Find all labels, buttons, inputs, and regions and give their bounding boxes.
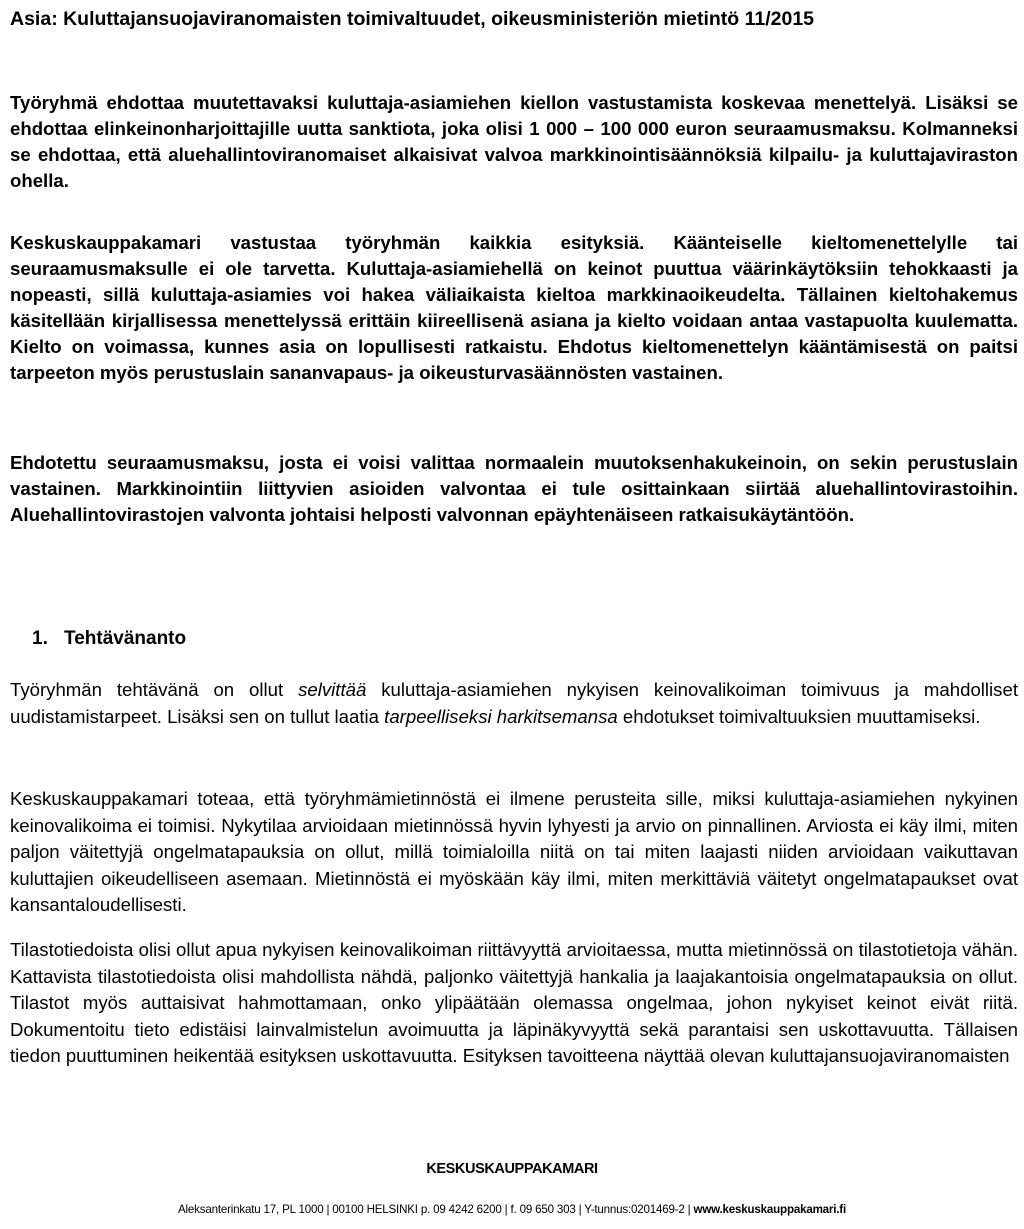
section-number: 1.: [32, 628, 48, 649]
body-text: kuluttaja-asiamiehen nykyisen keinovalikoiman toimivuus ja mahdolliset uudistamistarpeet. Lisäksi sen on tullut laatia: [10, 679, 1018, 727]
body-paragraph-3: Tilastotiedoista olisi ollut apua nykyisen keinovalikoiman riittävyyttä arvioitaessa, mutta mietinnössä on tilastotietoja vähän. Kattavista tilastotiedoista olisi mahdollista nähdä, paljonko väitettyjä hankalia ja laajakantoisia ongelmatapauksia on ollut. Tilastot myös auttaisivat hahmottamaan, onko ylipäätään olemassa ongelmaa, johon nykyiset keinot eivät riitä. Dokumentoitu tieto edistäisi lainvalmistelun avoimuutta ja läpinäkyvyyttä sekä parantaisi sen uskottavuutta. Tällaisen tiedon puuttuminen heikentää esityksen uskottavuutta. Esityksen tavoitteena näyttää olevan kuluttajansuojaviranomaisten: [10, 939, 1018, 1066]
section-title: Tehtävänanto: [64, 628, 187, 649]
body-emphasis: selvittää: [298, 679, 367, 700]
footer-organization: KESKUSKAUPPAKAMARI: [426, 1161, 598, 1177]
summary-paragraph-3: Ehdotettu seuraamusmaksu, josta ei voisi valittaa normaalein muutoksenhakukeinoin, on sekin perustuslain vastainen. Markkinointiin liittyvien asioiden valvontaa ei tule osittainkaan siirtää aluehallintovirastoihin. Aluehallintovirastojen valvonta johtaisi helposti valvonnan epäyhtenäiseen ratkaisukäytäntöön.: [10, 452, 1018, 525]
section-heading: [32, 624, 186, 654]
summary-paragraph-1: Työryhmä ehdottaa muutettavaksi kuluttaja-asiamiehen kiellon vastustamista koskevaa menettelyä. Lisäksi se ehdottaa elinkeinonharjoittajille uutta sanktiota, joka olisi 1 000 – 100 000 euron seuraamusmaksu. Kolmanneksi se ehdottaa, että aluehallintoviranomaiset alkaisivat valvoa markkinointisäännöksiä kilpailu- ja kuluttajaviraston ohella.: [10, 92, 1018, 191]
summary-paragraph-2: Keskuskauppakamari vastustaa työryhmän kaikkia esityksiä. Käänteiselle kieltomenettelylle tai seuraamusmaksulle ei ole tarvetta. Kuluttaja-asiamiehellä on keinot puuttua väärinkäytöksiin tehokkaasti ja nopeasti, sillä kuluttaja-asiamies voi hakea väliaikaista kieltoa markkinaoikeudelta. Tällainen kieltohakemus käsitellään kirjallisessa menettelyssä erittäin kiireellisenä asiana ja kielto voidaan antaa vastapuolta kuulematta. Kielto on voimassa, kunnes asia on lopullisesti ratkaistu. Ehdotus kieltomenettelyn kääntämisestä on paitsi tarpeeton myös perustuslain sananvapaus- ja oikeusturvasäännösten vastainen.: [10, 232, 1018, 383]
body-paragraph-2: Keskuskauppakamari toteaa, että työryhmämietinnöstä ei ilmene perusteita sille, miksi kuluttaja-asiamiehen nykyinen keinovalikoima ei toimisi. Nykytilaa arvioidaan mietinnössä hyvin lyhyesti ja arvio on pinnallinen. Arviosta ei käy ilmi, miten paljon väitettyjä ongelmatapauksia on ollut, millä toimialoilla niitä on tai miten laajasti niiden arvioidaan vaikuttavan kuluttajien oikeudelliseen asemaan. Mietinnöstä ei myöskään käy ilmi, miten merkittäviä väitetyt ongelmatapaukset ovat kansantaloudellisesti.: [10, 788, 1018, 915]
footer-address: Aleksanterinkatu 17, PL 1000 | 00100 HELSINKI: [178, 1203, 418, 1216]
footer-contact-line: [0, 1202, 1024, 1218]
footer-phone: p. 09 4242 6200 | f. 09 650 303 | Y-tunnus:0201469-2 |: [420, 1203, 691, 1216]
footer-website-link[interactable]: www.keskuskauppakamari.fi: [693, 1203, 846, 1216]
document-subject: Asia: Kuluttajansuojaviranomaisten toimivaltuudet, oikeusministeriön mietintö 11/2015: [10, 8, 815, 30]
body-text: ehdotukset toimivaltuuksien muuttamiseksi.: [617, 705, 981, 727]
body-emphasis: tarpeelliseksi harkitsemansa: [384, 705, 618, 727]
body-text: Työryhmän tehtävänä on ollut: [10, 679, 299, 700]
body-paragraph-1: [10, 677, 1018, 730]
